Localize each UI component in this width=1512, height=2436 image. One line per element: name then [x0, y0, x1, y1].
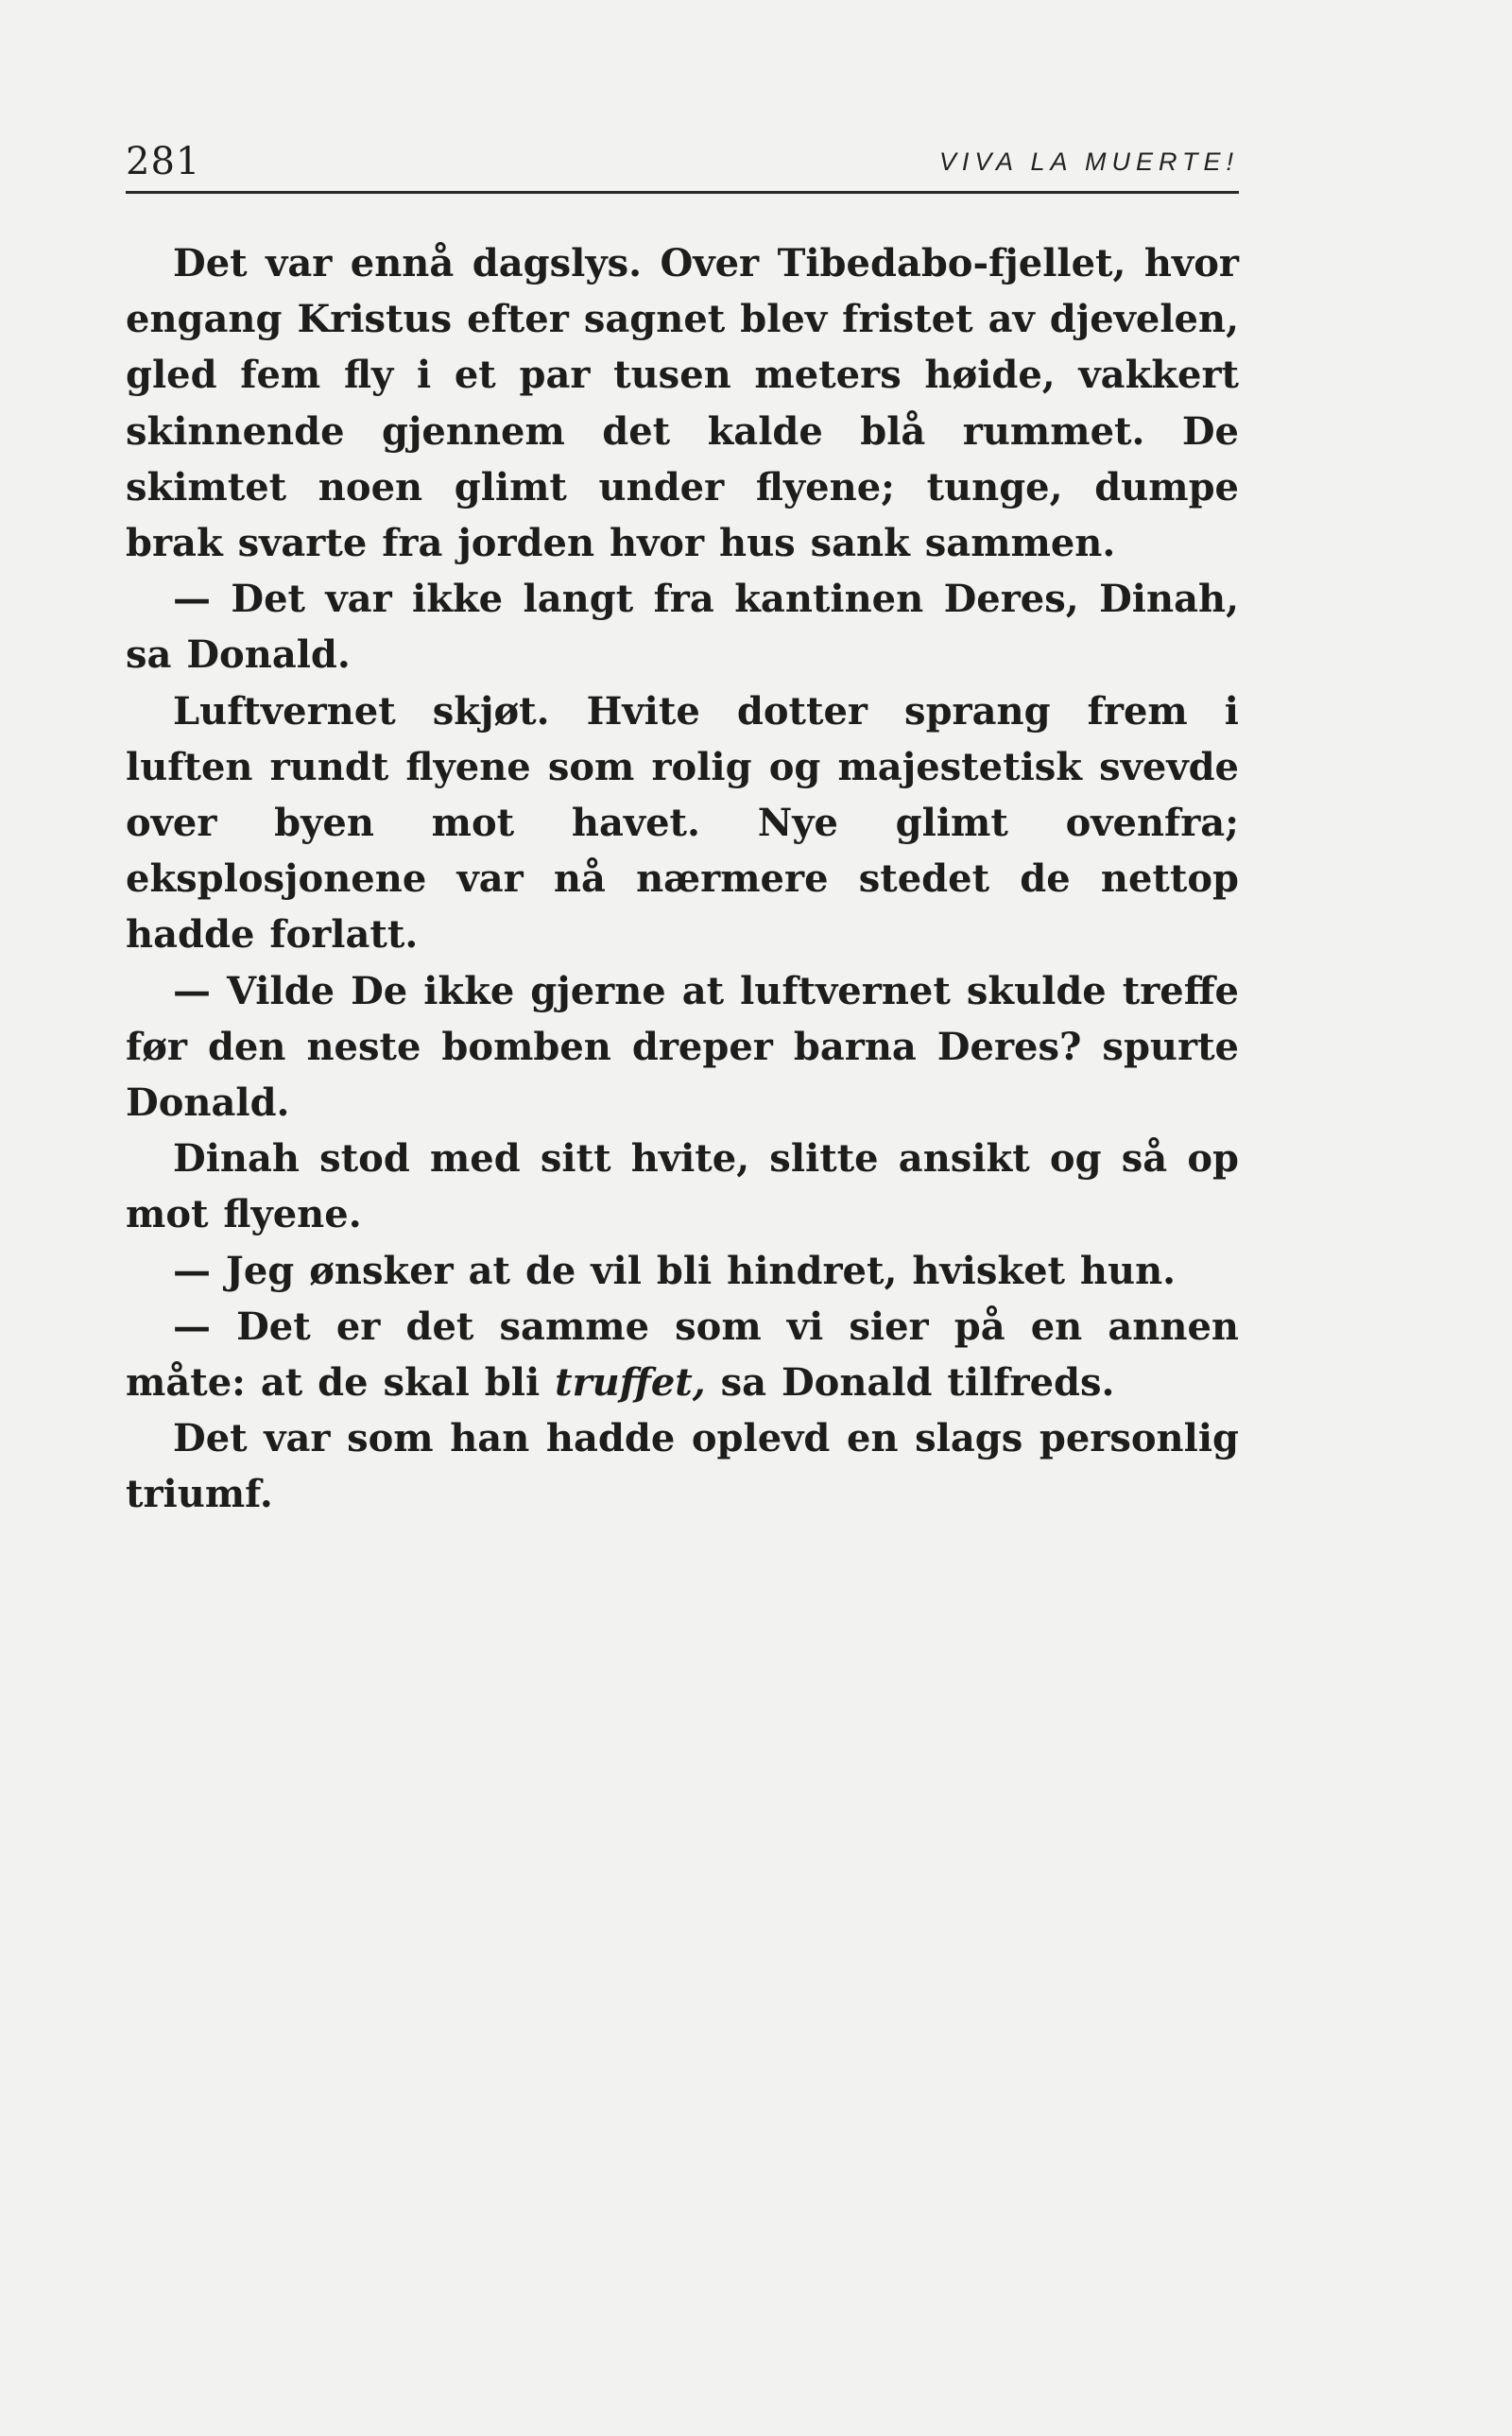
paragraph-2: — Det var ikke langt fra kantinen Deres, Dinah, sa Donald. [126, 577, 1239, 678]
page-number: 281 [126, 140, 201, 183]
running-title: VIVA LA MUERTE! [938, 147, 1239, 176]
paragraph-7-end: sa Donald tilfreds. [705, 1360, 1115, 1406]
paragraph-6: — Jeg ønsker at de vil bli hindret, hvisket hun. [173, 1248, 1177, 1293]
paragraph-7 [126, 1299, 1239, 1410]
paragraph-7-italic: truffet, [555, 1360, 706, 1406]
body-text [126, 235, 1239, 1523]
paragraph-8: Det var som han hadde oplevd en slags personlig triumf. [126, 1416, 1239, 1517]
running-head [126, 132, 1239, 194]
paragraph-7-start: — Det er det samme som vi sier på en annen måte: at de skal bli [126, 1304, 1239, 1406]
paragraph-5: Dinah stod med sitt hvite, slitte ansikt og så op mot flyene. [126, 1136, 1239, 1237]
paragraph-3: Luftvernet skjøt. Hvite dotter sprang frem i luften rundt flyene som rolig og majestetisk svevde over byen mot havet. Nye glimt ovenfra; eksplosjonene var nå nærmere stedet de nettop hadde forlatt. [126, 688, 1239, 958]
paragraph-1: Det var ennå dagslys. Over Tibedabo-fjellet, hvor engang Kristus efter sagnet blev fristet av djevelen, gled fem fly i et par tusen meters høide, vakkert skinnende gjennem det kalde blå rummet. De skimtet noen glimt under flyene; tunge, dumpe brak svarte fra jorden hvor hus sank sammen. [126, 241, 1239, 566]
paragraph-4: — Vilde De ikke gjerne at luftvernet skulde treffe før den neste bomben dreper barna Deres? spurte Donald. [126, 968, 1239, 1126]
